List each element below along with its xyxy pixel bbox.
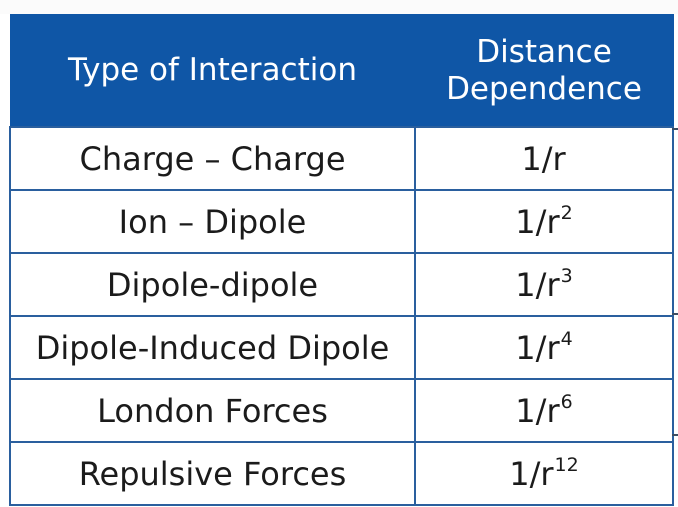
interaction-type-cell: Repulsive Forces bbox=[10, 442, 415, 505]
dependence-base: 1/r bbox=[509, 454, 554, 493]
header-distance-label-line1: Distance bbox=[476, 33, 612, 70]
dependence-base: 1/r bbox=[515, 391, 560, 430]
dependence-exponent: 12 bbox=[554, 453, 579, 476]
distance-dependence-cell bbox=[415, 127, 673, 190]
interaction-distance-table bbox=[9, 14, 674, 506]
distance-dependence-cell bbox=[415, 379, 673, 442]
interaction-type-cell: Ion – Dipole bbox=[10, 190, 415, 253]
table-row bbox=[10, 127, 673, 190]
distance-dependence-cell bbox=[415, 442, 673, 505]
table-row bbox=[10, 379, 673, 442]
header-type-label: Type of Interaction bbox=[68, 52, 357, 88]
table-row bbox=[10, 442, 673, 505]
edge-mark bbox=[672, 128, 678, 130]
dependence-value bbox=[515, 203, 572, 241]
header-distance-label-line2: Dependence bbox=[446, 70, 642, 107]
header-row bbox=[10, 15, 673, 128]
distance-dependence-cell bbox=[415, 253, 673, 316]
dependence-value bbox=[509, 455, 578, 493]
dependence-base: 1/r bbox=[521, 139, 566, 178]
dependence-exponent: 4 bbox=[560, 327, 573, 350]
dependence-value bbox=[515, 329, 572, 367]
interaction-type-cell: London Forces bbox=[10, 379, 415, 442]
header-type-of-interaction bbox=[10, 15, 415, 128]
interaction-type-cell: Dipole-Induced Dipole bbox=[10, 316, 415, 379]
distance-dependence-cell bbox=[415, 316, 673, 379]
table-body bbox=[10, 127, 673, 505]
interaction-type-cell: Dipole-dipole bbox=[10, 253, 415, 316]
edge-mark bbox=[672, 313, 678, 315]
dependence-value bbox=[521, 140, 566, 178]
table-row bbox=[10, 190, 673, 253]
frame-top-strip bbox=[0, 0, 678, 14]
dependence-exponent: 2 bbox=[560, 201, 573, 224]
table-row bbox=[10, 316, 673, 379]
dependence-base: 1/r bbox=[515, 202, 560, 241]
dependence-exponent: 6 bbox=[560, 390, 573, 413]
interaction-type-cell: Charge – Charge bbox=[10, 127, 415, 190]
dependence-exponent: 3 bbox=[560, 264, 573, 287]
dependence-value bbox=[515, 266, 572, 304]
header-distance-dependence bbox=[415, 15, 673, 128]
table-header bbox=[10, 15, 673, 128]
dependence-value bbox=[515, 392, 572, 430]
dependence-base: 1/r bbox=[515, 265, 560, 304]
dependence-base: 1/r bbox=[515, 328, 560, 367]
distance-dependence-cell bbox=[415, 190, 673, 253]
table-row bbox=[10, 253, 673, 316]
edge-mark bbox=[672, 434, 678, 436]
